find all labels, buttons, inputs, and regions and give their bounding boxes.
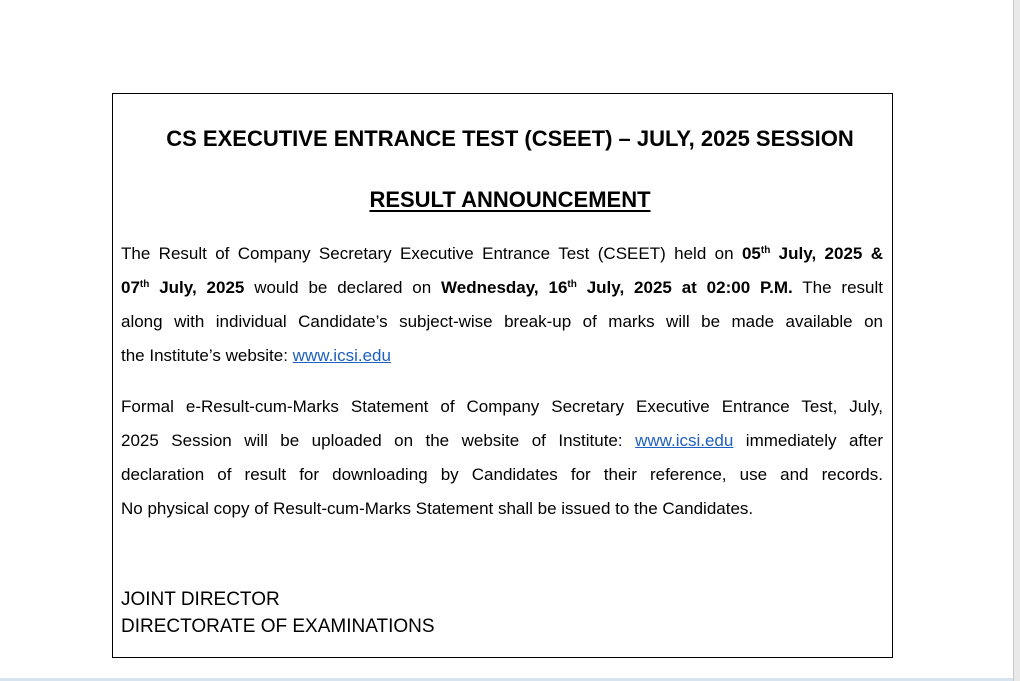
text-run: The result (792, 278, 883, 297)
viewer-scrollbar[interactable] (1013, 0, 1020, 681)
declaration-date: Wednesday, 16th July, 2025 at 02:00 P.M. (441, 278, 793, 297)
result-paragraph-line-1 (121, 237, 883, 271)
notice-subtitle (0, 187, 1020, 213)
signatory-block (121, 586, 435, 640)
text-run: the Institute’s website: (121, 346, 293, 365)
result-paragraph-line-3: along with individual Candidate’s subject-wise break-up of marks will be made available on (121, 312, 883, 331)
notice-title: CS EXECUTIVE ENTRANCE TEST (CSEET) – JULY, 2025 SESSION (166, 126, 854, 151)
text-run: 2025 Session will be uploaded on the website of Institute: (121, 431, 636, 450)
signatory-department: DIRECTORATE OF EXAMINATIONS (121, 616, 435, 637)
result-paragraph (121, 237, 883, 373)
statement-paragraph-line-3: declaration of result for downloading by Candidates for their reference, use and records. (121, 465, 883, 484)
exam-date-1: 05th July, 2025 & (741, 244, 884, 263)
notice-border-box (112, 93, 893, 658)
exam-date-2: 07th July, 2025 (121, 278, 245, 297)
statement-paragraph-line-1: Formal e-Result-cum-Marks Statement of Company Secretary Executive Entrance Test, July, (121, 397, 883, 416)
icsi-website-link-2[interactable]: www.icsi.edu (635, 431, 734, 450)
result-paragraph-line-2 (121, 271, 883, 305)
signatory-title: JOINT DIRECTOR (121, 589, 280, 610)
text-run: would be declared on (244, 278, 442, 297)
statement-paragraph (121, 390, 883, 526)
subtitle-text: RESULT ANNOUNCEMENT (369, 187, 651, 212)
text-run: The Result of Company Secretary Executive Entrance Test (CSEET) held on (121, 244, 742, 263)
statement-paragraph-line-4: No physical copy of Result-cum-Marks Statement shall be issued to the Candidates. (121, 499, 754, 518)
text-run: immediately after (733, 431, 883, 450)
icsi-website-link[interactable]: www.icsi.edu (292, 346, 391, 365)
statement-paragraph-line-2 (121, 424, 883, 458)
result-paragraph-line-4 (121, 339, 883, 373)
